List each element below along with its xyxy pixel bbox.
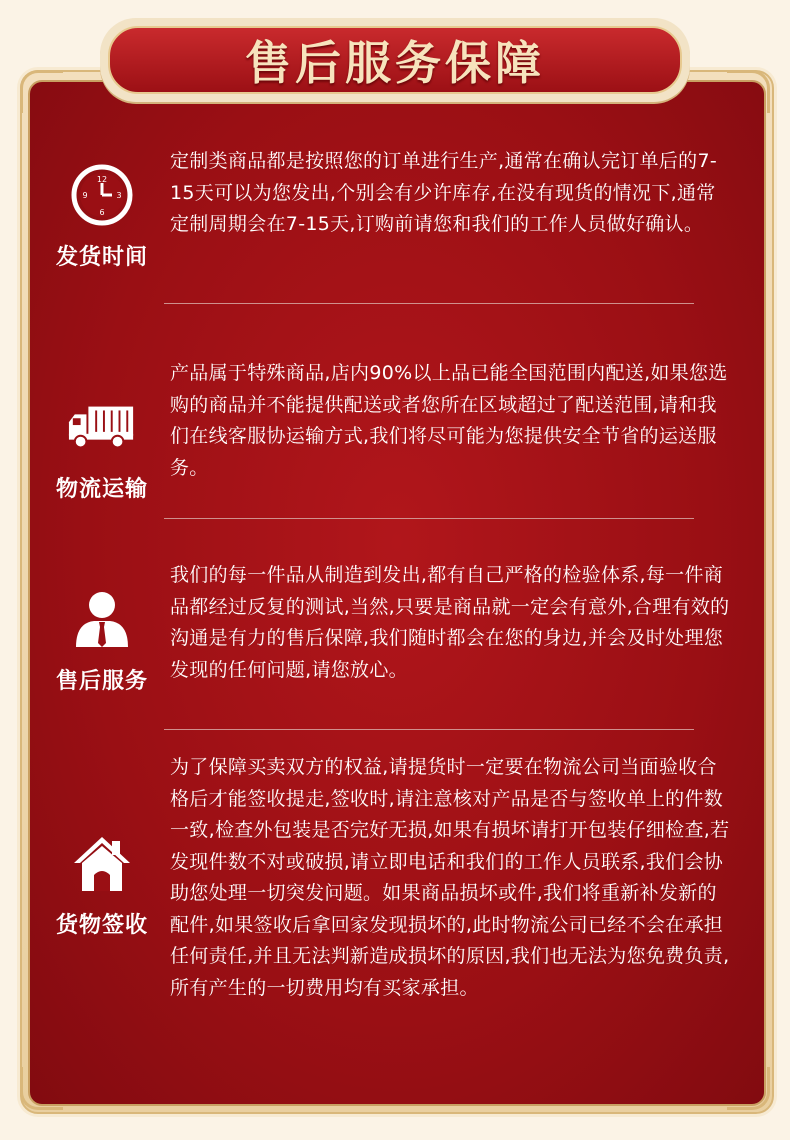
clock-icon	[67, 160, 137, 230]
corner-ornament	[20, 1067, 63, 1110]
section-divider	[164, 729, 694, 730]
section-divider	[164, 303, 694, 304]
svg-text:12: 12	[96, 175, 108, 184]
section-text-after-sales: 我们的每一件品从制造到发出,都有自己严格的检验体系,每一件商品都经过反复的测试,当然,只要是商品就一定会有意外,合理有效的沟通是有力的售后保障,我们随时都会在您的身边,并会及时处理您发现的任何问题,请您放心。	[170, 564, 730, 681]
section-label: 货物签收	[55, 913, 148, 938]
corner-ornament	[20, 70, 63, 113]
svg-text:6: 6	[99, 208, 105, 217]
person-icon	[67, 584, 137, 654]
section-shipping-time-icon-col	[42, 160, 162, 271]
page-title: 售后服务保障	[245, 36, 545, 90]
section-logistics-icon-col	[42, 392, 162, 503]
title-banner	[100, 18, 690, 102]
svg-text:9: 9	[82, 191, 88, 200]
section-after-sales-icon-col	[42, 584, 162, 695]
section-text-logistics: 产品属于特殊商品,店内90%以上品已能全国范围内配送,如果您选购的商品并不能提供配送或者您所在区域超过了配送范围,请和我们在线客服协运输方式,我们将尽可能为您提供安全节省的运送服务。	[170, 362, 728, 479]
section-text-shipping-time: 定制类商品都是按照您的订单进行生产,通常在确认完订单后的7-15天可以为您发出,个别会有少许库存,在没有现货的情况下,通常定制周期会在7-15天,订购前请您和我们的工作人员做好确认。	[170, 150, 717, 235]
truck-icon	[67, 392, 137, 462]
house-icon	[67, 828, 137, 898]
section-label: 物流运输	[55, 477, 148, 502]
section-label: 售后服务	[55, 669, 148, 694]
section-divider	[164, 518, 694, 519]
corner-ornament	[727, 1067, 770, 1110]
corner-ornament	[727, 70, 770, 113]
section-label: 发货时间	[55, 245, 148, 270]
svg-text:3: 3	[116, 191, 122, 200]
section-receipt-icon-col	[42, 828, 162, 939]
title-banner-inner	[108, 26, 682, 94]
section-text-receipt: 为了保障买卖双方的权益,请提货时一定要在物流公司当面验收合格后才能签收提走,签收时,请注意核对产品是否与签收单上的件数一致,检查外包装是否完好无损,如果有损坏请打开包装仔细检查,若发现件数不对或破损,请立即电话和我们的工作人员联系,我们会协助您处理一切突发问题。如果商品损坏或件,我们将重新补发新的配件,如果签收后拿回家发现损坏的,此时物流公司已经不会在承担任何责任,并且无法判新造成损坏的原因,我们也无法为您免费负责,所有产生的一切费用均有买家承担。	[170, 756, 730, 999]
